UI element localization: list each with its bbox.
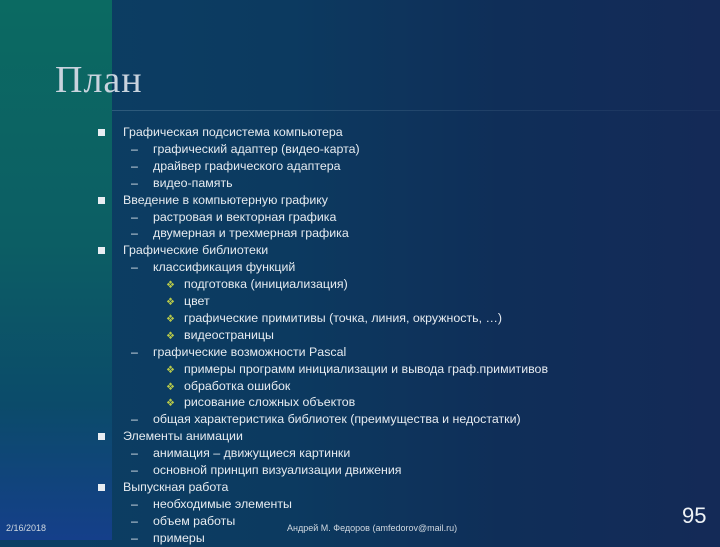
outline-item-level-3	[166, 327, 274, 344]
outline-item-level-1	[123, 192, 328, 209]
outline-item-level-2	[131, 344, 346, 361]
outline-item-text: рисование сложных объектов	[184, 395, 356, 410]
dash-marker: –	[131, 175, 138, 190]
slide-title: План	[55, 59, 143, 101]
outline-item-text: графические возможности Pascal	[153, 344, 347, 359]
slide-date: 2/16/2018	[6, 523, 47, 533]
dash-marker: –	[131, 496, 138, 511]
outline-item-level-2	[131, 175, 233, 192]
outline-item-level-3	[166, 361, 548, 378]
outline-item-level-2	[131, 496, 292, 513]
outline-item-level-2	[131, 445, 350, 462]
dash-marker: –	[131, 530, 138, 545]
outline-item-level-1	[123, 124, 343, 141]
square-bullet-icon	[98, 433, 105, 440]
square-bullet-icon	[98, 197, 105, 204]
outline-item-text: Графическая подсистема компьютера	[123, 125, 343, 139]
outline-item-level-2	[131, 158, 341, 175]
outline-item-text: необходимые элементы	[153, 496, 292, 511]
dash-marker: –	[131, 344, 138, 359]
diamond-bullet-icon: ❖	[166, 297, 175, 308]
dash-marker: –	[131, 226, 138, 241]
dash-marker: –	[131, 141, 138, 156]
square-bullet-icon	[98, 247, 105, 254]
diamond-bullet-icon: ❖	[166, 313, 175, 325]
outline-item-level-2	[131, 513, 235, 530]
outline-item-level-2	[131, 141, 360, 158]
outline-item-level-1	[123, 428, 243, 445]
diamond-bullet-icon: ❖	[166, 381, 175, 393]
outline-item-level-2	[131, 259, 295, 276]
outline-item-level-2	[131, 209, 336, 226]
outline-item-text: двумерная и трехмерная графика	[153, 226, 349, 241]
title-divider	[112, 110, 720, 111]
outline-item-text: классификация функций	[153, 260, 296, 275]
outline-item-text: обработка ошибок	[184, 378, 291, 393]
outline-item-text: цвет	[184, 294, 210, 308]
diamond-bullet-icon: ❖	[166, 398, 175, 410]
outline-item-level-3	[166, 276, 348, 293]
outline-item-level-2	[131, 462, 402, 479]
outline-item-level-1	[123, 242, 268, 259]
outline-item-level-2	[131, 411, 521, 428]
outline-item-text: Элементы анимации	[123, 429, 243, 444]
dash-marker: –	[131, 412, 138, 427]
outline-item-level-3	[166, 394, 355, 411]
diamond-bullet-icon: ❖	[166, 280, 175, 292]
dash-marker: –	[131, 209, 138, 224]
outline-item-text: видеостраницы	[184, 327, 274, 342]
dash-marker: –	[131, 260, 138, 275]
outline-item-level-3	[166, 378, 290, 395]
outline-item-text: анимация – движущиеся картинки	[153, 446, 351, 461]
square-bullet-icon	[98, 129, 105, 136]
outline-item-level-3	[166, 293, 210, 310]
dash-marker: –	[131, 446, 138, 461]
outline-item-text: Выпускная работа	[123, 479, 229, 494]
outline-item-text: графический адаптер (видео-карта)	[153, 141, 360, 156]
diamond-bullet-icon: ❖	[166, 364, 175, 376]
slide-author: Андрей М. Федоров (amfedorov@mail.ru)	[287, 523, 458, 533]
outline-item-text: графические примитивы (точка, линия, окружность, …)	[184, 310, 502, 325]
outline-item-text: драйвер графического адаптера	[153, 158, 341, 173]
diamond-bullet-icon: ❖	[166, 330, 175, 342]
outline-item-text: Введение в компьютерную графику	[123, 192, 328, 207]
dash-marker: –	[131, 463, 138, 477]
outline-item-text: основной принцип визуализации движения	[153, 463, 402, 477]
slide-page-number: 95	[682, 503, 707, 528]
outline-item-text: Графические библиотеки	[123, 243, 269, 258]
outline-item-text: подготовка (инициализация)	[184, 277, 348, 292]
outline-item-text: объем работы	[153, 513, 236, 528]
outline-item-text: растровая и векторная графика	[153, 209, 337, 224]
square-bullet-icon	[98, 484, 105, 491]
dash-marker: –	[131, 158, 138, 173]
outline-item-text: общая характеристика библиотек (преимущества и недостатки)	[153, 412, 521, 427]
outline-item-level-2	[131, 225, 349, 242]
outline-item-text: видео-память	[153, 175, 233, 190]
outline-item-level-2	[131, 530, 205, 547]
outline-item-text: примеры программ инициализации и вывода граф.примитивов	[184, 361, 549, 376]
outline-item-level-3	[166, 310, 502, 327]
outline-item-level-1	[123, 479, 228, 496]
dash-marker: –	[131, 513, 138, 528]
outline-item-text: примеры	[153, 530, 205, 545]
